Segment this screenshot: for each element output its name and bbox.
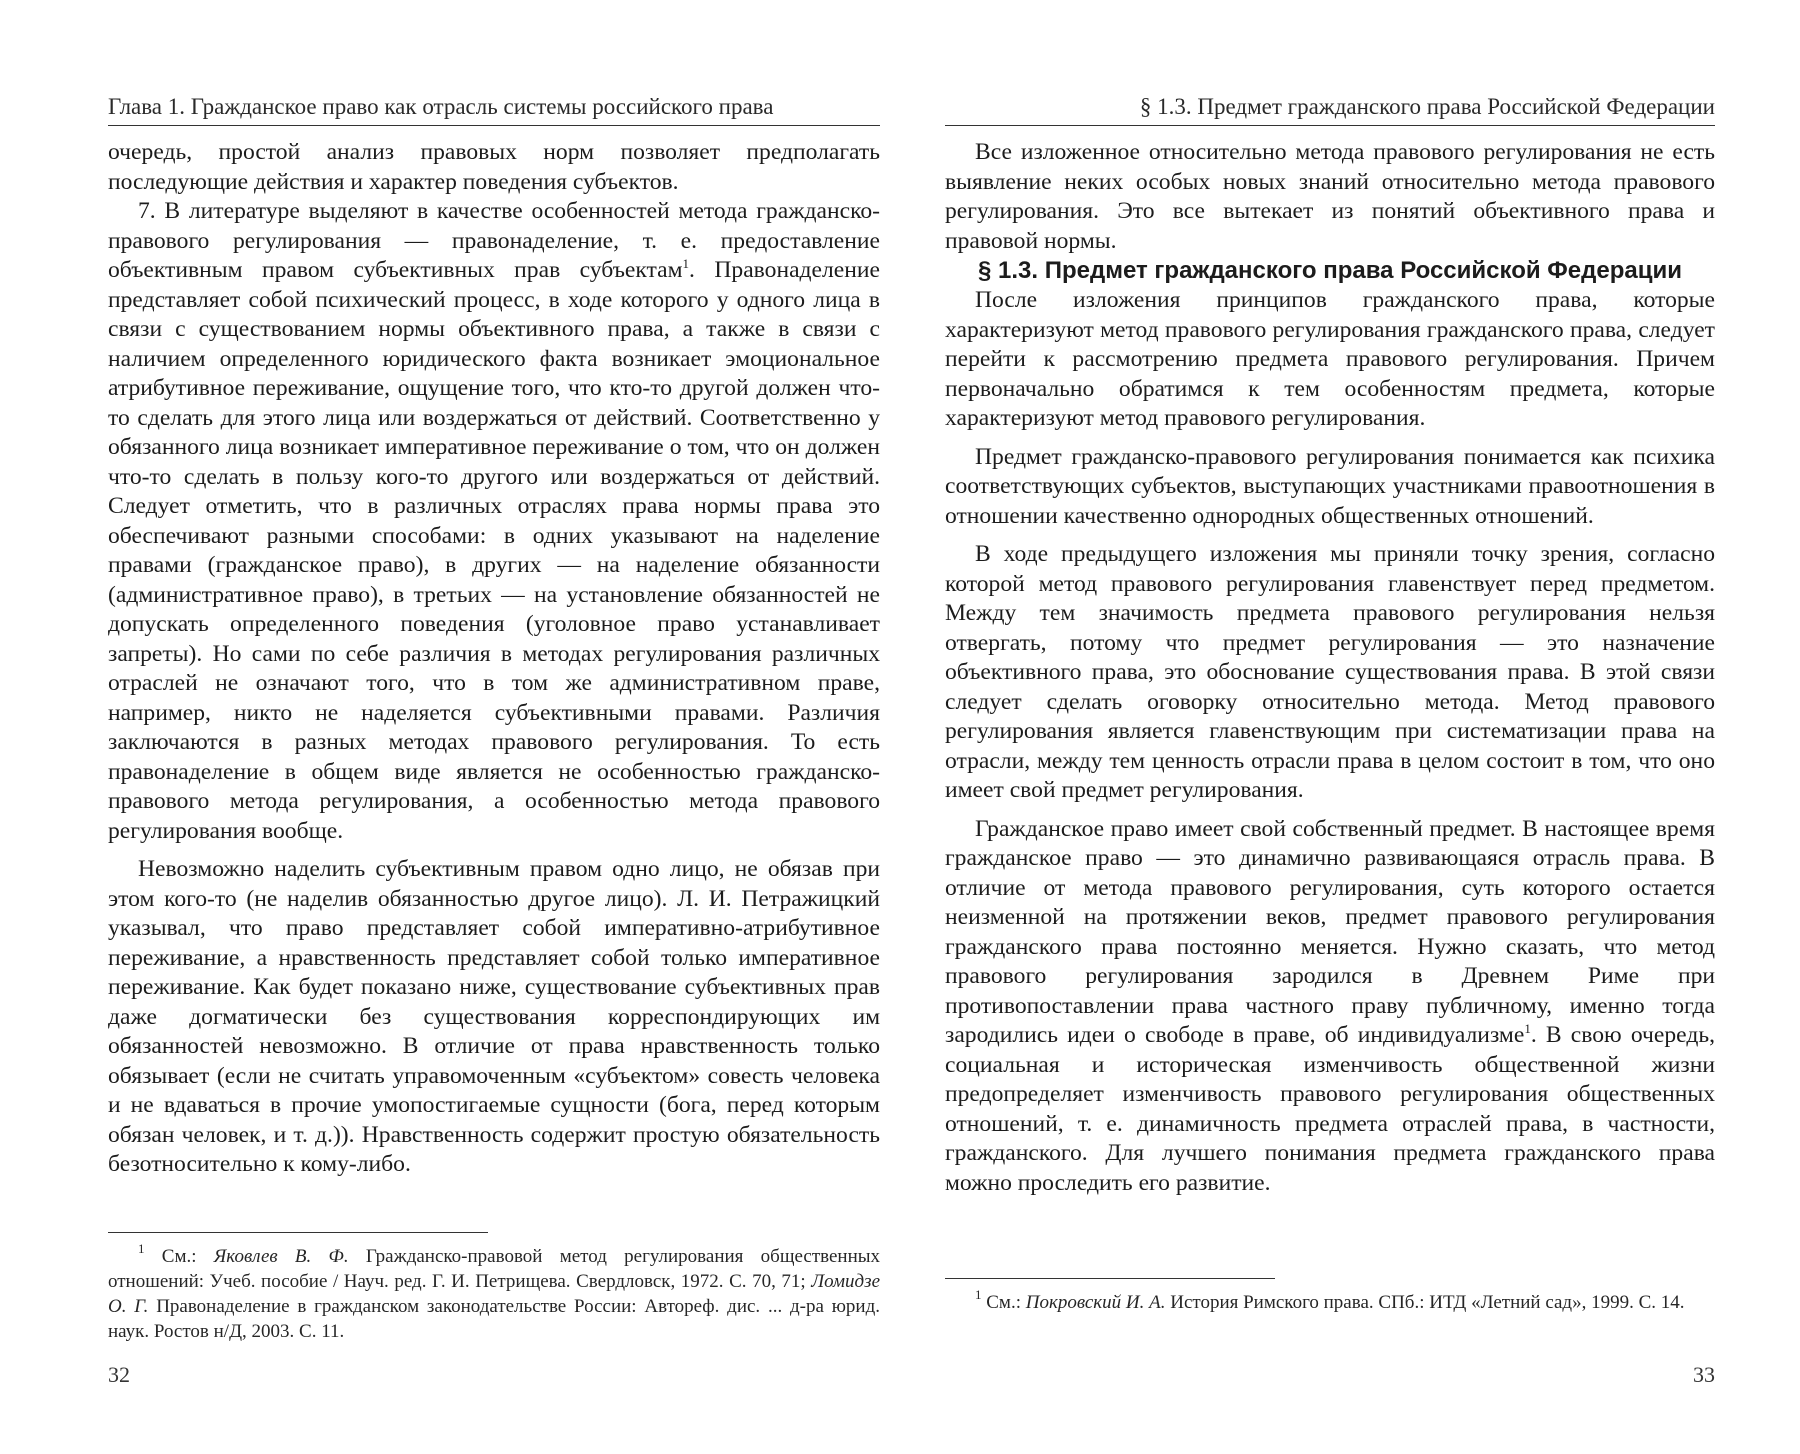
footnote-reference[interactable]: 1 <box>682 256 690 271</box>
right-paragraph-3: В ходе предыдущего изложения мы приняли точку зрения, согласно которой метод правового регулирования главенствует перед предметом. Между тем значимость предмета правового регулирования нельзя отвергать, потому что предмет регулирования — это назначение объективного права, это обоснование существования права. В этой связи следует сделать оговорку относительно метода. Метод правового регулирования является главенствующим при систематизации права на отрасли, между тем ценность отрасли права в целом состоит в том, что оно имеет свой предмет регулирования. <box>945 541 1715 803</box>
left-paragraph-7-text: 7. В литературе выделяют в качестве особенностей метода гражданско-правового регулирования — правонаделение, т. е. предоставление объективным правом субъективных прав субъектам <box>108 198 880 283</box>
footnote-reference[interactable]: 1 <box>1524 1021 1531 1036</box>
left-paragraph-continued: очередь, простой анализ правовых норм позволяет предполагать последующие действия и характер поведения субъектов. <box>108 139 880 195</box>
left-footnote-text-1: Гражданско-правовой метод регулирования общественных отношений: Учеб. пособие / Науч. ред. Г. И. Петрищева. Свердловск, 1972. С. 70, 71; <box>108 1246 881 1292</box>
right-paragraph-4-text-a: Гражданское право имеет свой собственный предмет. В настоящее время гражданское право — это динамично развивающаяся отрасль права. В отличие от метода правового регулирования, суть которого остается неизменной на протяжении веков, предмет правового регулирования гражданского права постоянно меняется. Нужно сказать, что метод правового регулирования зародился в Древнем Риме при противопоставлении права частного праву публичному, именно тогда зародились идеи о свободе в праве, об индивидуализме <box>945 815 1715 1048</box>
left-footnote-mark: 1 <box>138 1241 145 1256</box>
left-footnote-rule <box>108 1232 488 1233</box>
right-page-number: 33 <box>1693 1362 1715 1387</box>
right-footnote-text: История Римского права. СПб.: ИТД «Летний сад», 1999. С. 14. <box>1170 1292 1685 1313</box>
right-footnotes <box>945 1287 1715 1315</box>
right-paragraph-4 <box>945 815 1715 1199</box>
left-page <box>108 0 880 1454</box>
right-footnote <box>945 1287 1715 1315</box>
right-footnote-mark: 1 <box>975 1287 982 1302</box>
left-running-head: Глава 1. Гражданское право как отрасль системы российского права <box>108 93 880 126</box>
right-page <box>945 0 1715 1454</box>
right-intro-paragraph: Все изложенное относительно метода правового регулирования не есть выявление неких особых новых знаний относительно метода правового регулирования. Это все вытекает из понятий объективного права и правовой нормы. <box>945 139 1715 254</box>
left-page-number: 32 <box>108 1362 130 1387</box>
left-paragraph-7: 7. В литературе выделяют в качестве особенностей метода гражданско-правового регулирования — правонаделение, т. е. предоставление объективным правом субъективных прав субъектам$^1$. Правонаделение представляет собой психический процесс, в ходе которого у одного лица в связи с существованием нормы объективного права, а также в связи с наличием определенного юридического факта возникает эмоциональное атрибутивное переживание, ощущение того, что кто-то другой должен что-то сделать для этого лица или воздержаться от действий. Соответственно у обязанного лица возникает императивное переживание о том, что он должен что-то сделать в пользу кого-то другого или воздержаться от действий. Следует отметить, что в различных отраслях права нормы права это обеспечивают разными способами: в одних указывают на наделение правами (гражданское право), в других — на наделение обязанности (административное право), в третьих — на установление обязанностей не допускать определенного поведения (уголовное право устанавливает запреты). Но сами по себе различия в методах регулирования различных отраслей не означают того, что в том же административном праве, например, никто не наделяется субъективными правами. Различия заключаются в разных методах правового регулирования. То есть правонаделение в общем виде является не особенностью гражданско-правового метода регулирования, а особенностью метода правового регулирования вообще. <box>108 198 881 844</box>
right-body-text <box>945 138 1715 1198</box>
left-footnote-author-1: Яковлев В. Ф. <box>213 1246 349 1267</box>
right-footnote-author: Покровский И. А. <box>1025 1292 1166 1313</box>
left-paragraph-7-cont: Правонаделение представляет собой психический процесс, в ходе которого у одного лица в связи с существованием нормы объективного права, а также в связи с наличием определенного юридического факта возникает эмоциональное атрибутивное переживание, ощущение того, что кто-то другой должен что-то сделать для этого лица или воздержаться от действий. Соответственно у обязанного лица возникает императивное переживание о том, что он должен что-то сделать в пользу кого-то другого или воздержаться от действий. Следует отметить, что в различных отраслях права нормы права это обеспечивают разными способами: в одних указывают на наделение правами (гражданское право), в других — на наделение обязанности (административное право), в третьих — на установление обязанностей не допускать определенного поведения (уголовное право устанавливает запреты). Но сами по себе различия в методах регулирования различных отраслей не означают того, что в том же административном праве, например, никто не наделяется субъективными правами. Различия заключаются в разных методах правового регулирования. То есть правонаделение в общем виде является не особенностью гражданско-правового метода регулирования, а особенностью метода правового регулирования вообще. <box>108 257 881 844</box>
right-footnote-prefix: См.: <box>986 1292 1021 1313</box>
left-footnote <box>108 1241 881 1344</box>
left-footnotes <box>108 1241 881 1344</box>
left-paragraph-petrazhitsky: Невозможно наделить субъективным правом одно лицо, не обязав при этом кого-то (не наделив обязанностью другое лицо). Л. И. Петражицкий указывал, что право представляет собой императивно-атрибутивное переживание, а нравственность представляет собой только императивное переживание. Как будет показано ниже, существование субъективных прав даже догматически без существования корреспондирующих им обязанностей невозможно. В отличие от права нравственность только обязывает (если не считать управомоченным «субъектом» совесть человека и не вдаваться в прочие умопостигаемые сущности (бога, перед которым обязан человек, и т. д.)). Нравственность содержит простую обязательность безотносительно к кому-либо. <box>108 856 880 1177</box>
right-running-head: § 1.3. Предмет гражданского права Российской Федерации <box>945 93 1715 126</box>
section-heading: § 1.3. Предмет гражданского права Российской Федерации <box>978 257 1682 284</box>
left-footnote-prefix: См.: <box>161 1246 197 1267</box>
left-footnote-text-2: Правонаделение в гражданском законодательстве России: Автореф. дис. ... д-ра юрид. наук. Ростов н/Д, 2003. С. 11. <box>108 1296 880 1342</box>
right-footnote-rule <box>945 1278 1275 1279</box>
left-body-text <box>108 138 880 1180</box>
right-paragraph-1: После изложения принципов гражданского права, которые характеризуют метод правового регулирования гражданского права, следует перейти к рассмотрению предмета правового регулирования. Причем первоначально обратимся к тем особенностям предмета, которые характеризуют метод правового регулирования. <box>945 287 1715 431</box>
left-footnote-author-2: Ломидзе О. Г. <box>108 1271 881 1317</box>
right-paragraph-2: Предмет гражданско-правового регулирования понимается как психика соответствующих субъектов, выступающих участниками правоотношения в отношении качественно однородных общественных отношений. <box>945 443 1715 529</box>
right-paragraph-4-text-b: . В свою очередь, социальная и историческая изменчивость общественной жизни предопределяет изменчивость правового регулирования общественных отношений, т. е. динамичность предмета отраслей права, в частности, гражданского. Для лучшего понимания предмета гражданского права можно проследить его развитие. <box>945 1022 1715 1196</box>
